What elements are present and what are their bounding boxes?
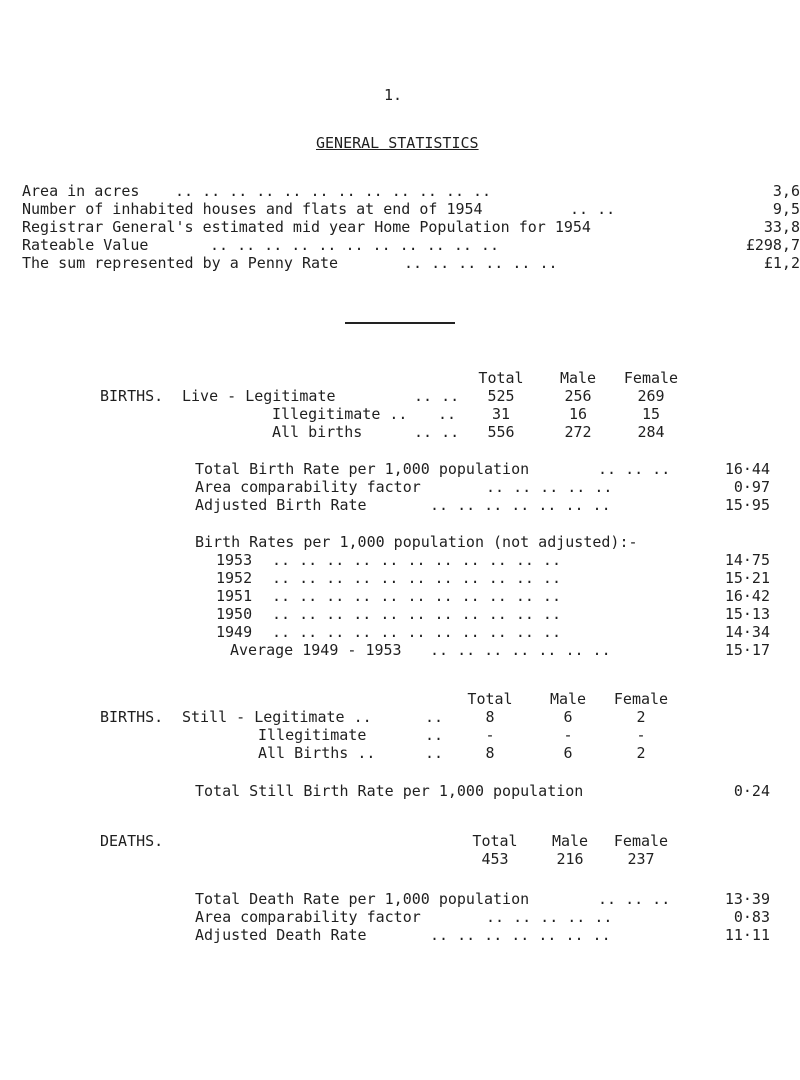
leader-dots: .. .. .. .. .. <box>486 908 613 926</box>
general-value: 9,5 <box>772 200 800 218</box>
header-female: Female <box>613 690 669 708</box>
year-label: 1951 <box>216 587 253 605</box>
cell-female: 2 <box>636 708 646 726</box>
rate-value: 16·44 <box>724 460 770 478</box>
rate-value: 11·11 <box>724 926 770 944</box>
rate-label: Adjusted Birth Rate <box>195 496 367 514</box>
leader-dots: .. .. .. .. .. .. .. .. .. .. .. <box>272 551 561 569</box>
general-value: 33,8 <box>763 218 800 236</box>
leader-dots: .. .. <box>414 423 460 441</box>
header-total: Total <box>478 369 524 387</box>
leader-dots: .. <box>438 405 457 423</box>
rate-value: 13·39 <box>724 890 770 908</box>
leader-dots: .. <box>425 744 444 762</box>
header-male: Male <box>549 690 587 708</box>
cell-female: 284 <box>637 423 665 441</box>
row-label: Illegitimate <box>258 726 367 744</box>
cell-male: 256 <box>564 387 592 405</box>
section-label: BIRTHS. <box>100 387 164 405</box>
leader-dots: .. .. .. .. .. .. .. <box>430 926 611 944</box>
rate-value: 15·95 <box>724 496 770 514</box>
page-title: GENERAL STATISTICS <box>316 134 479 152</box>
leader-dots: .. <box>425 708 444 726</box>
cell-total: 453 <box>481 850 509 868</box>
leader-dots: .. .. .. <box>598 890 671 908</box>
rate-label: Area comparability factor <box>195 478 421 496</box>
general-label: Registrar General's estimated mid year Home Population for 1954 <box>22 218 591 236</box>
header-male: Male <box>551 832 589 850</box>
yearly-heading: Birth Rates per 1,000 population (not adjusted):- <box>195 533 638 551</box>
section-label: BIRTHS. <box>100 708 164 726</box>
row-label: All births <box>272 423 363 441</box>
cell-total: 525 <box>487 387 515 405</box>
row-label: Illegitimate .. <box>272 405 408 423</box>
year-value: 14·75 <box>724 551 770 569</box>
cell-total: 8 <box>485 708 495 726</box>
leader-dots: .. .. .. .. .. .. .. <box>430 641 611 659</box>
leader-dots: .. <box>425 726 444 744</box>
general-label: Area in acres <box>22 182 140 200</box>
cell-total: 31 <box>491 405 511 423</box>
header-male: Male <box>559 369 597 387</box>
rate-label: Total Death Rate per 1,000 population <box>195 890 530 908</box>
rate-label: Total Still Birth Rate per 1,000 population <box>195 782 584 800</box>
header-total: Total <box>472 832 518 850</box>
cell-male: 216 <box>556 850 584 868</box>
leader-dots: .. .. .. .. .. .. <box>404 254 558 272</box>
section-label: DEATHS. <box>100 832 164 850</box>
cell-female: - <box>636 726 646 744</box>
year-label: 1953 <box>216 551 253 569</box>
rate-label: Area comparability factor <box>195 908 421 926</box>
year-label: 1950 <box>216 605 253 623</box>
general-label: Number of inhabited houses and flats at end of 1954 <box>22 200 483 218</box>
rate-label: Adjusted Death Rate <box>195 926 367 944</box>
header-female: Female <box>613 832 669 850</box>
leader-dots: .. .. <box>570 200 616 218</box>
leader-dots: .. .. .. .. .. .. .. .. .. .. .. <box>272 605 561 623</box>
general-label: Rateable Value <box>22 236 149 254</box>
cell-female: 269 <box>637 387 665 405</box>
leader-dots: .. .. .. .. .. .. .. .. .. .. .. <box>272 569 561 587</box>
section-divider <box>345 322 455 324</box>
year-label: Average 1949 - 1953 <box>230 641 402 659</box>
leader-dots: .. .. .. .. .. .. .. .. .. .. .. .. <box>175 182 492 200</box>
row-label: Live - Legitimate <box>182 387 336 405</box>
general-value: £298,7 <box>745 236 800 254</box>
rate-value: 0·97 <box>733 478 770 496</box>
year-value: 15·13 <box>724 605 770 623</box>
year-value: 15·17 <box>724 641 770 659</box>
year-label: 1949 <box>216 623 253 641</box>
cell-female: 2 <box>636 744 646 762</box>
general-value: 3,6 <box>772 182 800 200</box>
cell-male: 272 <box>564 423 592 441</box>
row-label: All Births .. <box>258 744 376 762</box>
general-value: £1,2 <box>763 254 800 272</box>
cell-male: 16 <box>568 405 588 423</box>
rate-value: 0·24 <box>733 782 770 800</box>
cell-total: 556 <box>487 423 515 441</box>
leader-dots: .. .. .. .. .. .. .. .. .. .. .. <box>272 623 561 641</box>
header-total: Total <box>467 690 513 708</box>
cell-male: - <box>563 726 573 744</box>
cell-total: - <box>485 726 495 744</box>
cell-female: 15 <box>641 405 661 423</box>
year-value: 16·42 <box>724 587 770 605</box>
leader-dots: .. .. .. .. .. <box>486 478 613 496</box>
page-number: 1. <box>384 86 403 104</box>
leader-dots: .. .. <box>414 387 460 405</box>
leader-dots: .. .. .. <box>598 460 671 478</box>
cell-male: 6 <box>563 708 573 726</box>
general-label: The sum represented by a Penny Rate <box>22 254 339 272</box>
rate-value: 0·83 <box>733 908 770 926</box>
rate-label: Total Birth Rate per 1,000 population <box>195 460 530 478</box>
leader-dots: .. .. .. .. .. .. .. <box>430 496 611 514</box>
cell-total: 8 <box>485 744 495 762</box>
year-value: 15·21 <box>724 569 770 587</box>
leader-dots: .. .. .. .. .. .. .. .. .. .. .. <box>272 587 561 605</box>
year-value: 14·34 <box>724 623 770 641</box>
row-label: Still - Legitimate .. <box>182 708 372 726</box>
year-label: 1952 <box>216 569 253 587</box>
cell-female: 237 <box>627 850 655 868</box>
header-female: Female <box>623 369 679 387</box>
leader-dots: .. .. .. .. .. .. .. .. .. .. .. <box>210 236 499 254</box>
cell-male: 6 <box>563 744 573 762</box>
